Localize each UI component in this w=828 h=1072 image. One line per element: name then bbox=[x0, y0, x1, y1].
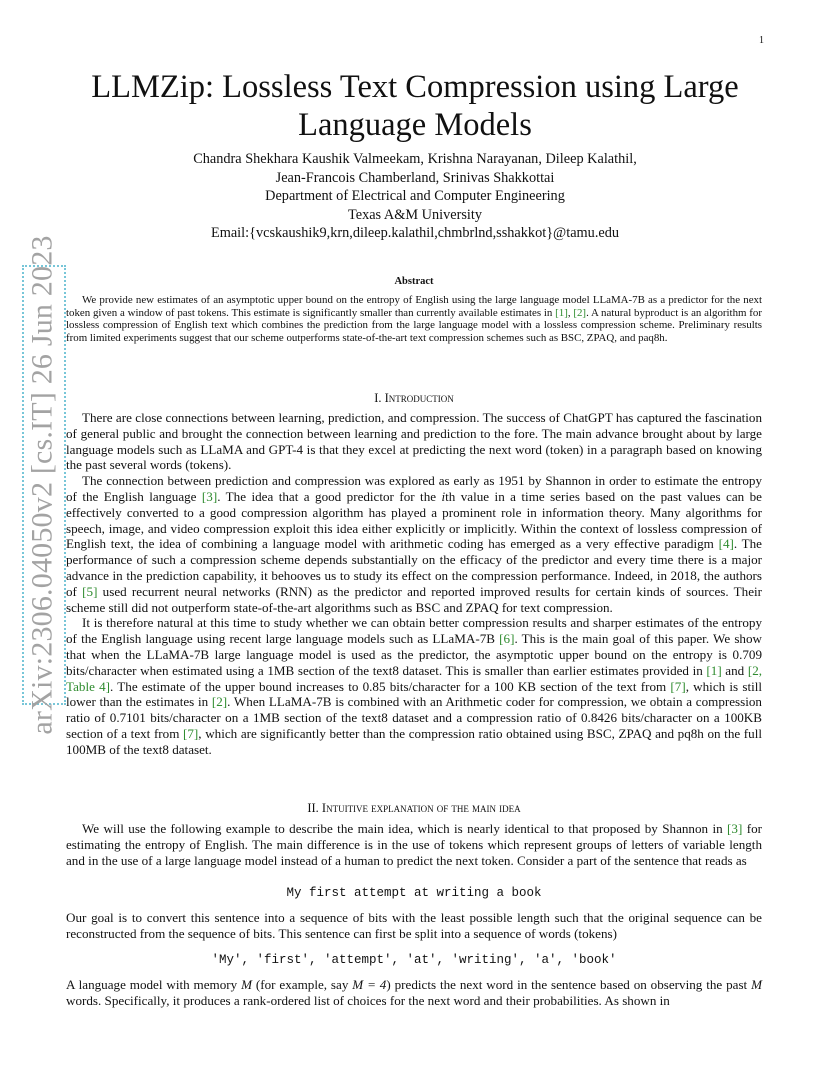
abstract-text: We provide new estimates of an asymptotic upper bound on the entropy of English using the large language model LLaMA-7B as a predictor for the next token given a window of past tokens. This estimate is significantly smaller than currently available estimates in [1], [2]. A natural byproduct is an algorithm for lossless compression of English text which combines the prediction from the large language model with a lossless compression scheme. Preliminary results from limited experiments suggest that our scheme outperforms state-of-the-art text compression schemes such as BSC, ZPAQ, and paq8h. bbox=[66, 294, 762, 344]
author-block bbox=[70, 150, 760, 243]
arxiv-stamp bbox=[22, 235, 64, 735]
university: Texas A&M University bbox=[347, 206, 482, 223]
intro-paragraph-2: The connection between prediction and compression was explored as early as 1951 by Shannon in order to estimate the entropy of the English language [3]. The idea that a good predictor for the ith value in a time series based on the past values can be effectively converted to a good compression algorithm has played a prominent role in information theory. Many algorithms for speech, image, and video compression exploit this idea either explicitly or implicitly. Within the context of lossless compression of English text, the idea of combining a language model with arithmetic coding has emerged as a very effective paradigm [4]. The performance of such a compression scheme depends substantially on the efficacy of the predictor and every time there is a major advance in the prediction capability, it behooves us to study its effect on the compression performance. Indeed, in 2018, the authors of [5] used recurrent neural networks (RNN) as the predictor and reported improved results for certain kinds of sources. Their scheme still did not outperform state-of-the-art algorithms such as BSC and ZPAQ for text compression. bbox=[66, 473, 762, 615]
citation-link[interactable]: [6] bbox=[499, 631, 515, 647]
citation-link[interactable]: [1] bbox=[555, 306, 568, 319]
token-list: 'My', 'first', 'attempt', 'at', 'writing', 'a', 'book' bbox=[211, 953, 617, 967]
section-2-heading: II. Intuitive explanation of the main idea bbox=[307, 801, 521, 815]
page-number: 1 bbox=[759, 35, 764, 46]
abstract-heading: Abstract bbox=[394, 276, 434, 287]
sec2-paragraph-1: We will use the following example to describe the main idea, which is nearly identical to that proposed by Shannon in [3] for estimating the entropy of English. The main difference is in the use of tokens which represent groups of letters of variable length and in the use of a large language model instead of a human to predict the next token. Consider a part of the sentence that reads as bbox=[66, 821, 762, 868]
intro-paragraph-1: There are close connections between learning, prediction, and compression. The success of ChatGPT has captured the fascination of general public and brought the connection between learning and prediction to the fore. The main advance brought about by large language models such as LLaMA and GPT-4 is that they excel at predicting the next word (token) in a paragraph based on knowing the past several words (tokens). bbox=[66, 410, 762, 473]
paper-title: LLMZip: Lossless Text Compression using Large Language Models bbox=[91, 69, 739, 143]
sec2-paragraph-2: Our goal is to convert this sentence into a sequence of bits with the least possible length such that the original sequence can be reconstructed from the sequence of bits. This sentence can first be split into a sequence of words (tokens) bbox=[66, 910, 762, 941]
section-2-body-a bbox=[66, 821, 762, 868]
authors-line-1: Chandra Shekhara Kaushik Valmeekam, Krishna Narayanan, Dileep Kalathil, bbox=[193, 151, 637, 167]
citation-link[interactable]: [3] bbox=[201, 488, 218, 504]
authors-line-2: Jean-Francois Chamberland, Srinivas Shakkottai bbox=[275, 169, 555, 186]
section-1-heading: I. Introduction bbox=[374, 391, 454, 405]
section-2-body-c bbox=[66, 977, 762, 1009]
email: Email:{vcskaushik9,krn,dileep.kalathil,chmbrlnd,sshakkot}@tamu.edu bbox=[210, 225, 620, 242]
department: Department of Electrical and Computer Engineering bbox=[265, 188, 565, 205]
citation-link[interactable]: [1] bbox=[706, 662, 722, 678]
example-sentence: My first attempt at writing a book bbox=[286, 886, 542, 900]
section-2-body-b bbox=[66, 910, 762, 942]
citation-link[interactable]: [7] bbox=[670, 678, 686, 694]
arxiv-stamp-text: arXiv:2306.04050v2 [cs.IT] 26 Jun 2023 bbox=[26, 235, 60, 735]
citation-link[interactable]: [3] bbox=[727, 821, 743, 836]
citation-link[interactable]: [7] bbox=[183, 725, 199, 741]
citation-link[interactable]: [2] bbox=[573, 306, 587, 319]
sec2-paragraph-3: A language model with memory M (for example, say M = 4) predicts the next word in the sentence based on observing the past M words. Specifically, it produces a rank-ordered list of choices for the next word and their probabilities. As shown in bbox=[66, 977, 762, 1008]
citation-link[interactable]: [2, Table 4] bbox=[66, 662, 763, 694]
citation-link[interactable]: [4] bbox=[718, 536, 734, 552]
citation-link[interactable]: [5] bbox=[82, 583, 98, 599]
citation-link[interactable]: [2] bbox=[211, 694, 228, 710]
intro-paragraph-3: It is therefore natural at this time to study whether we can obtain better compression results and sharper estimates of the entropy of the English language using recent large language models such as LLaMA-7B [6]. This is the main goal of this paper. We show that when the LLaMA-7B large language model is used as the predictor, the asymptotic upper bound on the entropy is 0.709 bits/character when estimated using a 1MB section of the text8 dataset. This is smaller than earlier estimates provided in [1] and [2, Table 4]. The estimate of the upper bound increases to 0.85 bits/character for a 100 KB section of the text from [7], which is still lower than the estimates in [2]. When LLaMA-7B is combined with an Arithmetic coder for compression, we obtain a compression ratio of 0.7101 bits/character on a 1MB section of the text8 dataset and a compression ratio of 0.8426 bits/character on a 100KB section of a text from [7], which are significantly better than the compression ratio obtained using BSC, ZPAQ and pq8h on the full 100MB of the text8 dataset. bbox=[66, 615, 763, 757]
section-1-body bbox=[66, 410, 762, 758]
